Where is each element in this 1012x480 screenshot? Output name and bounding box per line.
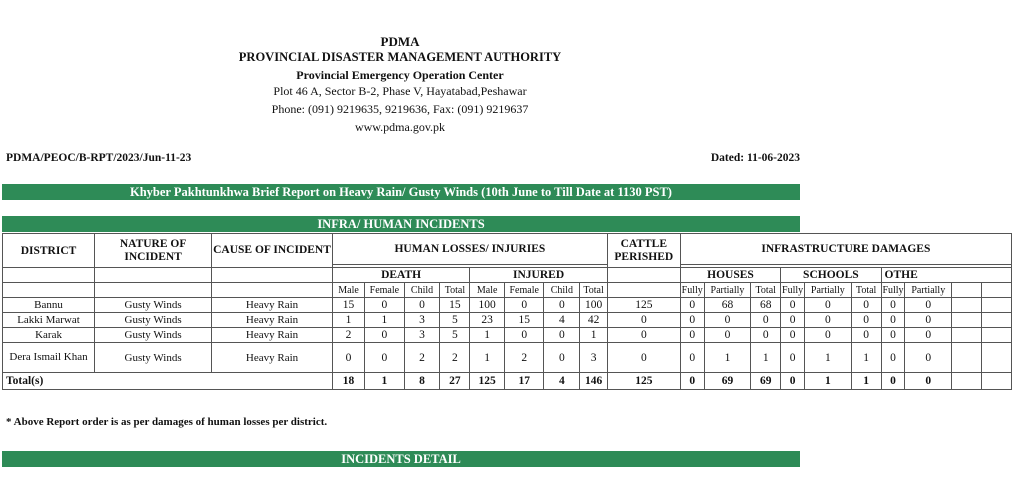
- value-cell: 3: [580, 343, 608, 373]
- value-cell: 0: [680, 313, 704, 328]
- value-cell: 23: [470, 313, 505, 328]
- phone-fax: Phone: (091) 9219635, 9219636, Fax: (091) 9219637: [271, 102, 529, 116]
- totals-cell: 0: [905, 373, 952, 390]
- value-cell: 1: [470, 343, 505, 373]
- totals-cell: 146: [580, 373, 608, 390]
- value-cell: 1: [704, 343, 751, 373]
- district-cell: Karak: [3, 328, 95, 343]
- totals-cell: 1: [365, 373, 404, 390]
- value-cell: 0: [544, 298, 580, 313]
- value-cell: 0: [781, 343, 805, 373]
- value-cell: 0: [607, 328, 680, 343]
- value-cell: 68: [751, 298, 781, 313]
- totals-cell: 125: [470, 373, 505, 390]
- value-cell: 0: [544, 328, 580, 343]
- table-row: [3, 313, 1012, 328]
- value-cell: 0: [680, 328, 704, 343]
- report-note: * Above Report order is as per damages of human losses per district.: [6, 416, 328, 428]
- district-cell: Dera Ismail Khan: [3, 343, 95, 373]
- value-cell: 0: [404, 298, 440, 313]
- th-houses: HOUSES: [680, 268, 780, 283]
- address: Plot 46 A, Sector B-2, Phase V, Hayatabad,Peshawar: [273, 84, 527, 98]
- th-schools: SCHOOLS: [781, 268, 881, 283]
- totals-cell: 27: [440, 373, 470, 390]
- th-schools-fully: Fully: [782, 284, 804, 296]
- table-row: [3, 328, 1012, 343]
- value-cell: 0: [851, 298, 881, 313]
- value-cell: 15: [504, 313, 543, 328]
- th-houses-total: Total: [751, 283, 781, 298]
- value-cell: 2: [404, 343, 440, 373]
- th-district: DISTRICT: [3, 234, 95, 268]
- value-cell: 0: [365, 343, 404, 373]
- district-cell: Lakki Marwat: [3, 313, 95, 328]
- reference-number: PDMA/PEOC/B-RPT/2023/Jun-11-23: [6, 152, 192, 164]
- value-cell: [981, 313, 1011, 328]
- value-cell: [981, 343, 1011, 373]
- value-cell: 0: [781, 313, 805, 328]
- value-cell: 68: [704, 298, 751, 313]
- value-cell: [952, 328, 982, 343]
- value-cell: 42: [580, 313, 608, 328]
- value-cell: 0: [751, 328, 781, 343]
- th-others-partially: Partially: [905, 283, 952, 298]
- table-row: [3, 298, 1012, 313]
- value-cell: 1: [851, 343, 881, 373]
- th-cause: CAUSE OF INCIDENT: [212, 234, 333, 268]
- totals-cell: 125: [607, 373, 680, 390]
- nature-cell: Gusty Winds: [95, 313, 212, 328]
- th-death-total: Total: [440, 283, 470, 298]
- totals-row: [3, 373, 1012, 390]
- value-cell: 0: [851, 328, 881, 343]
- totals-cell: 1: [805, 373, 852, 390]
- totals-cell: 1: [851, 373, 881, 390]
- totals-cell: 17: [504, 373, 543, 390]
- value-cell: 5: [440, 313, 470, 328]
- value-cell: 1: [751, 343, 781, 373]
- value-cell: 0: [805, 298, 852, 313]
- center-name: Provincial Emergency Operation Center: [296, 68, 504, 82]
- th-injured-male: Male: [470, 283, 505, 298]
- nature-cell: Gusty Winds: [95, 343, 212, 373]
- value-cell: [981, 328, 1011, 343]
- value-cell: 0: [881, 343, 905, 373]
- th-nature: NATURE OF INCIDENT: [95, 234, 212, 268]
- value-cell: 0: [680, 343, 704, 373]
- value-cell: 0: [905, 328, 952, 343]
- value-cell: 0: [607, 343, 680, 373]
- value-cell: 100: [470, 298, 505, 313]
- value-cell: [952, 298, 982, 313]
- value-cell: 0: [851, 313, 881, 328]
- value-cell: 0: [905, 343, 952, 373]
- value-cell: 1: [580, 328, 608, 343]
- th-infrastructure: INFRASTRUCTURE DAMAGES: [680, 234, 1011, 265]
- value-cell: 0: [781, 328, 805, 343]
- totals-cell: 8: [404, 373, 440, 390]
- value-cell: 0: [544, 343, 580, 373]
- value-cell: 4: [544, 313, 580, 328]
- th-schools-partially: Partially: [805, 283, 852, 298]
- totals-cell: 0: [881, 373, 905, 390]
- value-cell: 15: [440, 298, 470, 313]
- value-cell: 0: [704, 313, 751, 328]
- value-cell: 0: [680, 298, 704, 313]
- value-cell: 0: [881, 328, 905, 343]
- th-injured-child: Child: [544, 283, 580, 298]
- value-cell: 0: [365, 298, 404, 313]
- totals-cell: 69: [704, 373, 751, 390]
- value-cell: 0: [332, 343, 364, 373]
- nature-cell: Gusty Winds: [95, 298, 212, 313]
- value-cell: 15: [332, 298, 364, 313]
- value-cell: 0: [751, 313, 781, 328]
- value-cell: 0: [504, 298, 543, 313]
- value-cell: 2: [504, 343, 543, 373]
- value-cell: 0: [805, 313, 852, 328]
- value-cell: 0: [365, 328, 404, 343]
- th-injured-female: Female: [504, 283, 543, 298]
- value-cell: 1: [332, 313, 364, 328]
- th-others-fully: Fully: [882, 284, 904, 296]
- value-cell: 1: [470, 328, 505, 343]
- value-cell: 1: [365, 313, 404, 328]
- incidents-table: [2, 233, 1012, 390]
- value-cell: 3: [404, 328, 440, 343]
- totals-cell: 4: [544, 373, 580, 390]
- value-cell: [952, 313, 982, 328]
- value-cell: [981, 298, 1011, 313]
- value-cell: 1: [805, 343, 852, 373]
- value-cell: 0: [881, 313, 905, 328]
- totals-cell: 69: [751, 373, 781, 390]
- th-schools-total: Total: [851, 283, 881, 298]
- section-title-band: INFRA/ HUMAN INCIDENTS: [2, 216, 800, 232]
- value-cell: 0: [881, 298, 905, 313]
- value-cell: 0: [905, 298, 952, 313]
- totals-cell: 0: [680, 373, 704, 390]
- th-injured-total: Total: [580, 283, 608, 298]
- value-cell: 0: [704, 328, 751, 343]
- nature-cell: Gusty Winds: [95, 328, 212, 343]
- th-human-losses: HUMAN LOSSES/ INJURIES: [332, 234, 607, 265]
- cause-cell: Heavy Rain: [212, 343, 333, 373]
- value-cell: 2: [332, 328, 364, 343]
- value-cell: 0: [805, 328, 852, 343]
- district-cell: Bannu: [3, 298, 95, 313]
- th-death-child: Child: [404, 283, 440, 298]
- th-death-male: Male: [332, 283, 364, 298]
- table-row: [3, 343, 1012, 373]
- org-name: PDMA: [380, 34, 420, 49]
- value-cell: 2: [440, 343, 470, 373]
- cause-cell: Heavy Rain: [212, 328, 333, 343]
- totals-cell: 18: [332, 373, 364, 390]
- cause-cell: Heavy Rain: [212, 313, 333, 328]
- totals-cell: 0: [781, 373, 805, 390]
- authority-name: PROVINCIAL DISASTER MANAGEMENT AUTHORITY: [238, 50, 562, 64]
- th-cattle: CATTLE PERISHED: [607, 234, 680, 268]
- th-death: DEATH: [332, 268, 469, 283]
- th-death-female: Female: [365, 283, 404, 298]
- totals-label: Total(s): [3, 373, 333, 390]
- th-injured: INJURED: [470, 268, 608, 283]
- value-cell: 0: [905, 313, 952, 328]
- th-houses-fully: Fully: [681, 284, 703, 296]
- report-title-band: Khyber Pakhtunkhwa Brief Report on Heavy Rain/ Gusty Winds (10th June to Till Date at 1130 PST): [2, 184, 800, 200]
- incidents-table-wrapper: [2, 233, 946, 397]
- value-cell: 0: [607, 313, 680, 328]
- th-others: OTHE: [881, 268, 1011, 283]
- value-cell: [952, 343, 982, 373]
- value-cell: 100: [580, 298, 608, 313]
- value-cell: 3: [404, 313, 440, 328]
- value-cell: 0: [781, 298, 805, 313]
- website: www.pdma.gov.pk: [354, 120, 446, 134]
- incidents-detail-band: INCIDENTS DETAIL: [2, 451, 800, 467]
- th-houses-partially: Partially: [704, 283, 751, 298]
- value-cell: 0: [504, 328, 543, 343]
- value-cell: 125: [607, 298, 680, 313]
- cause-cell: Heavy Rain: [212, 298, 333, 313]
- value-cell: 5: [440, 328, 470, 343]
- report-date: Dated: 11-06-2023: [710, 152, 800, 164]
